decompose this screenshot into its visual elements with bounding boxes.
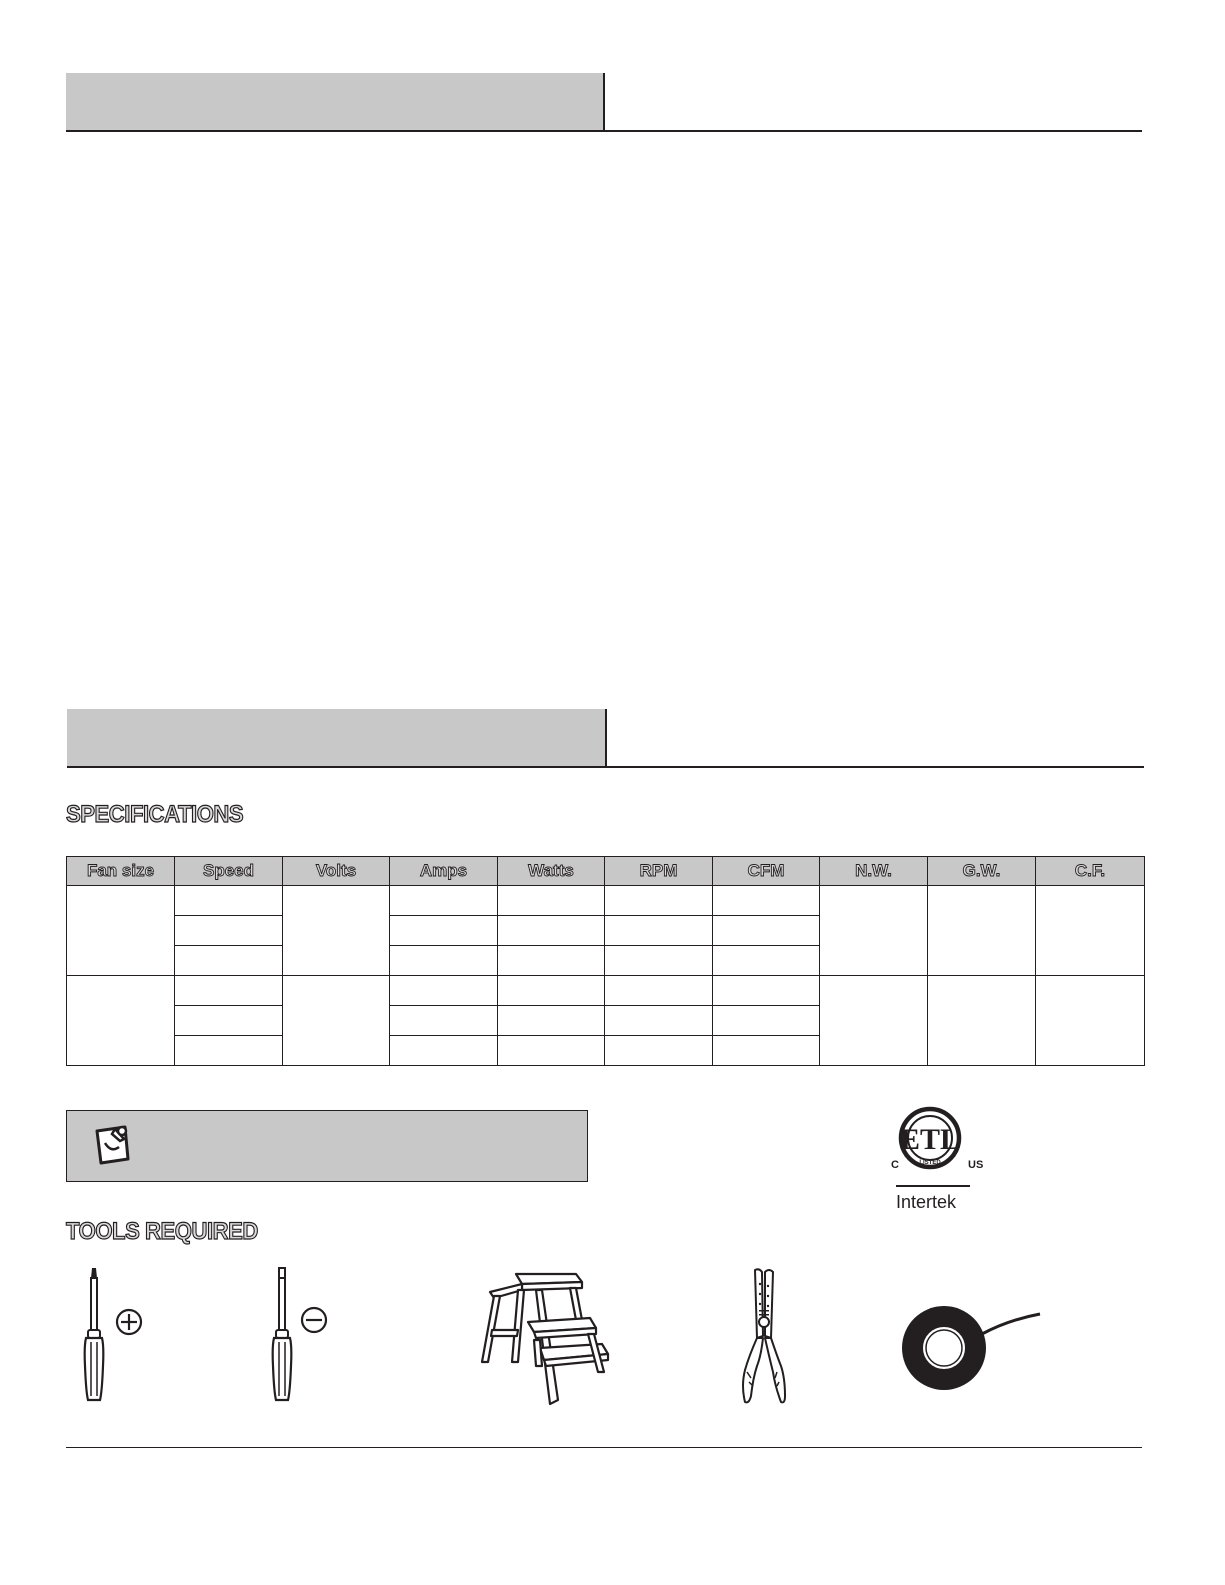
table-cell: [498, 886, 605, 916]
table-cell: [713, 1006, 820, 1036]
flat-head-screwdriver-icon: [266, 1266, 336, 1406]
second-header-divider: [605, 709, 607, 767]
column-header: Volts: [283, 857, 390, 886]
table-cell: [390, 916, 498, 946]
table-cell: [175, 946, 283, 976]
top-header-divider: [603, 73, 605, 131]
table-cell: [713, 1036, 820, 1066]
column-header: Speed: [175, 857, 283, 886]
table-cell: [605, 916, 713, 946]
etl-us-label: US: [968, 1159, 984, 1171]
table-cell: [283, 976, 390, 1066]
footer-rule: [66, 1447, 1142, 1448]
table-header-row: [67, 857, 1145, 886]
column-header: Watts: [498, 857, 605, 886]
top-section-header: [66, 73, 603, 130]
table-cell: [175, 1006, 283, 1036]
second-section-header: [67, 709, 605, 766]
etl-letters: ETL: [899, 1123, 961, 1156]
etl-c-label: C: [891, 1159, 899, 1171]
table-cell: [928, 976, 1036, 1066]
column-header: Amps: [390, 857, 498, 886]
table-cell: [498, 946, 605, 976]
table-cell: [498, 916, 605, 946]
specifications-title: SPECIFICATIONS: [66, 801, 244, 828]
table-cell: [498, 976, 605, 1006]
column-header: C.F.: [1036, 857, 1145, 886]
table-cell: [390, 976, 498, 1006]
table-row: [67, 976, 1145, 1006]
column-header: CFM: [713, 857, 820, 886]
table-cell: [67, 886, 175, 976]
table-cell: [175, 1036, 283, 1066]
wire-strippers-icon: [735, 1266, 795, 1411]
column-header: G.W.: [928, 857, 1036, 886]
table-cell: [605, 946, 713, 976]
table-cell: [1036, 976, 1145, 1066]
note-pin-icon: [91, 1123, 137, 1169]
table-cell: [175, 916, 283, 946]
table-cell: [713, 976, 820, 1006]
table-cell: [605, 886, 713, 916]
etl-mark-icon: [880, 1106, 1000, 1216]
table-cell: [605, 1036, 713, 1066]
top-header-rule: [66, 130, 1142, 132]
column-header: Fan size: [67, 857, 175, 886]
table-cell: [713, 946, 820, 976]
table-cell: [820, 886, 928, 976]
table-cell: [390, 946, 498, 976]
table-cell: [713, 886, 820, 916]
etl-listed-label: LISTED: [919, 1160, 941, 1166]
table-cell: [1036, 886, 1145, 976]
table-cell: [928, 886, 1036, 976]
table-cell: [390, 1006, 498, 1036]
note-box: [66, 1110, 588, 1182]
column-header: RPM: [605, 857, 713, 886]
tools-required-title: TOOLS REQUIRED: [66, 1218, 258, 1245]
table-cell: [713, 916, 820, 946]
table-cell: [390, 1036, 498, 1066]
table-cell: [390, 886, 498, 916]
phillips-screwdriver-icon: [78, 1266, 148, 1406]
table-cell: [498, 1036, 605, 1066]
table-cell: [175, 976, 283, 1006]
specifications-table: [66, 856, 1145, 1066]
table-cell: [283, 886, 390, 976]
etl-intertek-logo: [880, 1106, 1000, 1216]
step-ladder-icon: [478, 1268, 618, 1408]
table-cell: [67, 976, 175, 1066]
table-cell: [820, 976, 928, 1066]
table-cell: [605, 1006, 713, 1036]
table-cell: [498, 1006, 605, 1036]
intertek-brand: Intertek: [896, 1192, 957, 1212]
column-header: N.W.: [820, 857, 928, 886]
table-row: [67, 886, 1145, 916]
second-header-rule: [67, 766, 1144, 768]
electrical-tape-icon: [898, 1304, 1048, 1394]
table-cell: [605, 976, 713, 1006]
table-cell: [175, 886, 283, 916]
